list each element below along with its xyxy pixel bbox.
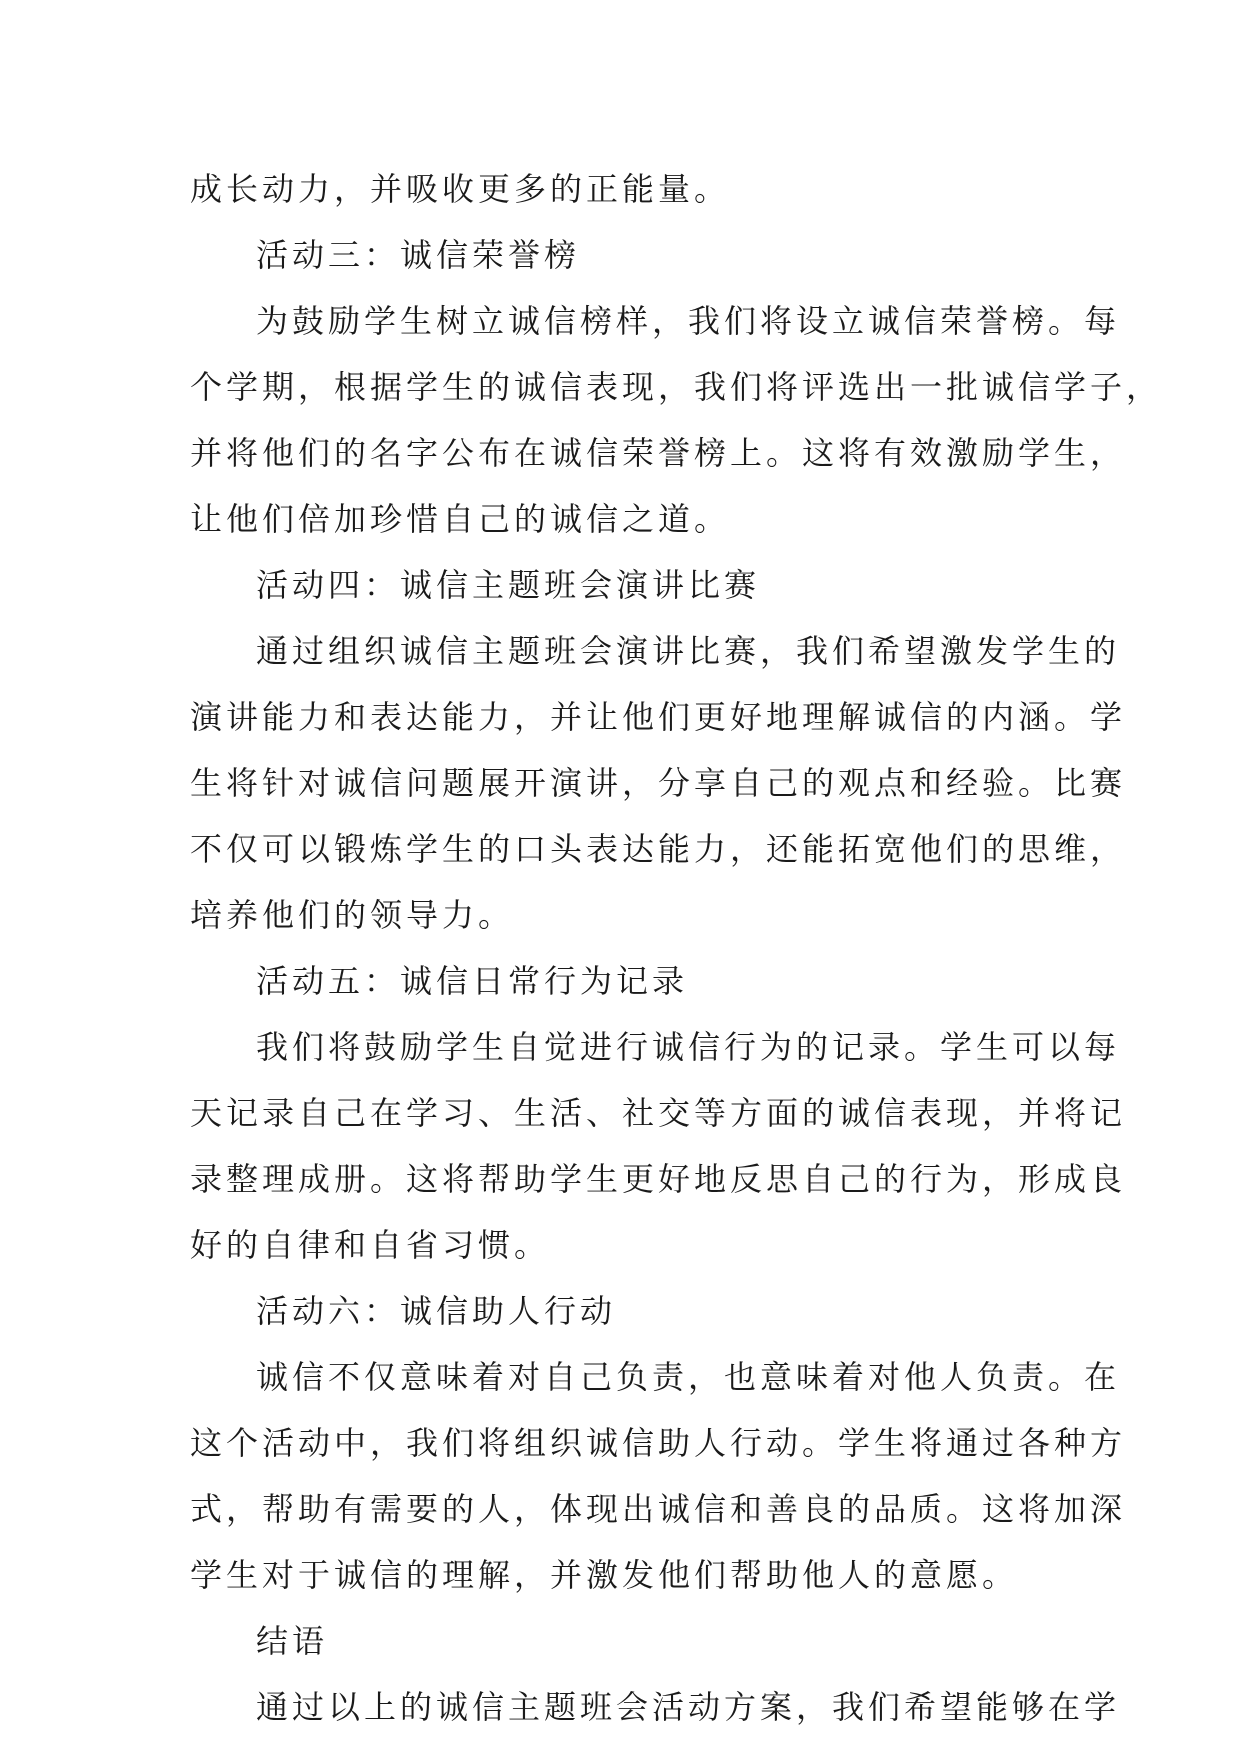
text-line: 学生对于诚信的理解，并激发他们帮助他人的意愿。 [190, 1556, 1019, 1594]
text-line: 为鼓励学生树立诚信榜样，我们将设立诚信荣誉榜。每 [256, 302, 1121, 340]
document-body [190, 156, 1163, 1740]
text-line: 这个活动中，我们将组织诚信助人行动。学生将通过各种方 [190, 1424, 1127, 1462]
text-line: 式，帮助有需要的人，体现出诚信和善良的品质。这将加深 [190, 1490, 1127, 1528]
text-line: 我们将鼓励学生自觉进行诚信行为的记录。学生可以每 [256, 1028, 1121, 1066]
text-line: 不仅可以锻炼学生的口头表达能力，还能拓宽他们的思维， [190, 830, 1127, 868]
text-line: 录整理成册。这将帮助学生更好地反思自己的行为，形成良 [190, 1160, 1127, 1198]
text-line: 活动四：诚信主题班会演讲比赛 [256, 566, 761, 604]
text-line: 个学期，根据学生的诚信表现，我们将评选出一批诚信学子， [190, 368, 1163, 406]
text-line: 诚信不仅意味着对自己负责，也意味着对他人负责。在 [256, 1358, 1121, 1396]
text-line: 让他们倍加珍惜自己的诚信之道。 [190, 500, 731, 538]
text-line: 结语 [256, 1622, 329, 1660]
text-line: 通过以上的诚信主题班会活动方案，我们希望能够在学 [256, 1688, 1121, 1726]
text-line: 天记录自己在学习、生活、社交等方面的诚信表现，并将记 [190, 1094, 1127, 1132]
text-line: 并将他们的名字公布在诚信荣誉榜上。这将有效激励学生， [190, 434, 1127, 472]
text-line: 生将针对诚信问题展开演讲，分享自己的观点和经验。比赛 [190, 764, 1127, 802]
text-line: 演讲能力和表达能力，并让他们更好地理解诚信的内涵。学 [190, 698, 1127, 736]
text-line: 活动三：诚信荣誉榜 [256, 236, 581, 274]
text-line: 通过组织诚信主题班会演讲比赛，我们希望激发学生的 [256, 632, 1121, 670]
text-line: 成长动力，并吸收更多的正能量。 [190, 170, 731, 208]
text-line: 活动五：诚信日常行为记录 [256, 962, 689, 1000]
text-line: 活动六：诚信助人行动 [256, 1292, 617, 1330]
text-line: 培养他们的领导力。 [190, 896, 515, 934]
text-line: 好的自律和自省习惯。 [190, 1226, 551, 1264]
